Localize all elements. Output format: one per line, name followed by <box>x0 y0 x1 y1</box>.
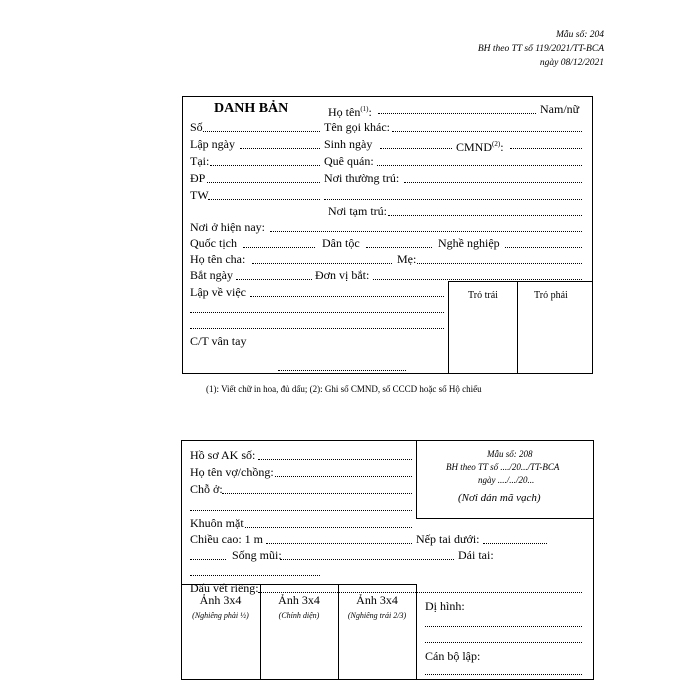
nationality-field[interactable] <box>243 247 315 248</box>
occupation-label: Nghề nghiệp <box>438 236 500 250</box>
nose-prefix-field[interactable] <box>190 559 226 560</box>
deformity-field-2[interactable] <box>425 642 582 643</box>
current-address-field[interactable] <box>270 231 582 232</box>
form-number: Mẫu số: 204 <box>555 30 604 40</box>
arrest-date-field[interactable] <box>236 279 312 280</box>
nose-bridge-label: Sống mũi: <box>232 548 282 562</box>
local-label: ĐP <box>190 171 206 185</box>
fingerprint-area-top <box>448 281 593 282</box>
photo-3-caption: (Nghiêng trái 2/3) <box>347 611 407 620</box>
barcode-placeholder: (Nơi dán mã vạch) <box>458 492 541 504</box>
features-field-pre[interactable] <box>190 575 320 576</box>
legal-reference: BH theo TT số 119/2021/TT-BCA <box>477 44 604 54</box>
place-label: Tại: <box>190 154 210 168</box>
barcode-box-left <box>416 440 417 518</box>
nose-bridge-field[interactable] <box>280 559 454 560</box>
temporary-address-field[interactable] <box>388 215 582 216</box>
ethnicity-label: Dân tộc <box>322 236 360 250</box>
face-label: Khuôn mặt <box>190 516 244 530</box>
ethnicity-field[interactable] <box>366 247 432 248</box>
officer-label: Cán bộ lập: <box>425 649 481 663</box>
arresting-unit-field[interactable] <box>373 279 582 280</box>
ak-file-label: Hồ sơ AK số: <box>190 448 256 462</box>
officer-field[interactable] <box>425 674 582 675</box>
residence-field[interactable] <box>222 493 412 494</box>
issue-date: ngày 08/12/2021 <box>539 58 604 68</box>
form-208-date: ngày ..../.../20... <box>478 475 535 485</box>
temporary-address-label: Nơi tạm trú: <box>328 204 388 218</box>
current-address-label: Nơi ở hiện nay: <box>190 220 266 234</box>
fingerprint-box-left <box>448 281 449 374</box>
father-name-field[interactable] <box>252 263 392 264</box>
id-label: CMND$^{(2)}$: <box>456 140 504 154</box>
central-label: TW <box>190 188 209 202</box>
arresting-unit-label: Đơn vị bắt: <box>315 268 370 282</box>
place-field[interactable] <box>210 165 320 166</box>
case-field-1[interactable] <box>250 296 444 297</box>
birth-date-field[interactable] <box>380 148 452 149</box>
spouse-name-label: Họ tên vợ/chồng: <box>190 465 274 479</box>
photo-area-right <box>416 584 417 680</box>
father-name-label: Họ tên cha: <box>190 252 246 266</box>
central-field[interactable] <box>208 199 320 200</box>
nationality-label: Quốc tịch <box>190 236 237 250</box>
height-label: Chiều cao: 1 m <box>190 532 263 546</box>
ak-file-field[interactable] <box>258 459 412 460</box>
residence-label: Chỗ ở: <box>190 482 223 496</box>
earlobe-fold-field[interactable] <box>483 543 547 544</box>
permanent-address-field-2[interactable] <box>324 199 582 200</box>
earlobe-fold-label: Nếp tai dưới: <box>416 532 480 546</box>
face-field[interactable] <box>245 527 412 528</box>
alias-field[interactable] <box>392 131 582 132</box>
number-label: Số <box>190 120 203 134</box>
occupation-field[interactable] <box>505 247 582 248</box>
photo-1-caption: (Nghiêng phải ½) <box>192 611 249 620</box>
name-label: Họ tên$^{(1)}$: <box>328 105 372 119</box>
permanent-address-field[interactable] <box>404 182 582 183</box>
fingerprint-box-divider <box>517 281 518 374</box>
right-index-label: Trỏ phải <box>534 290 568 301</box>
created-date-label: Lập ngày <box>190 137 235 151</box>
name-field[interactable] <box>378 113 536 114</box>
alias-label: Tên gọi khác: <box>324 120 390 134</box>
photo-1-label: Ảnh 3x4 <box>199 593 242 607</box>
id-field[interactable] <box>510 148 582 149</box>
birth-date-label: Sinh ngày <box>324 137 373 151</box>
mother-field[interactable] <box>417 263 582 264</box>
form-208-number: Mẫu số: 208 <box>487 449 533 459</box>
barcode-box-bottom <box>416 518 594 519</box>
mother-label: Mẹ: <box>397 252 417 266</box>
spouse-name-field[interactable] <box>275 476 412 477</box>
deformity-label: Dị hình: <box>425 599 465 613</box>
photo-2-caption: (Chính diện) <box>278 611 320 620</box>
distinguishing-marks-label: Dấu vết riêng: <box>190 581 259 595</box>
photo-3-label: Ảnh 3x4 <box>356 593 398 607</box>
photo-area-top <box>181 584 417 585</box>
height-field[interactable] <box>266 543 412 544</box>
card-title: DANH BẢN <box>214 101 289 116</box>
photo-2-label: Ảnh 3x4 <box>278 593 320 607</box>
fingerprint-formula-label: C/T vân tay <box>190 334 247 348</box>
case-field-3[interactable] <box>190 328 444 329</box>
earlobe-label: Dái tai: <box>458 548 494 562</box>
case-field-2[interactable] <box>190 312 444 313</box>
deformity-field[interactable] <box>425 626 582 627</box>
left-index-label: Trỏ trái <box>468 290 498 301</box>
number-field[interactable] <box>203 131 320 132</box>
hometown-label: Quê quán: <box>324 154 374 168</box>
footnote: (1): Viết chữ in hoa, đủ dấu; (2): Ghi số CMND, số CCCD hoặc số Hộ chiếu <box>206 384 482 394</box>
permanent-address-label: Nơi thường trú: <box>324 171 400 185</box>
arrest-date-label: Bắt ngày <box>190 268 233 282</box>
case-label: Lập về việc <box>190 285 246 299</box>
created-date-field[interactable] <box>240 148 320 149</box>
hometown-field[interactable] <box>377 165 582 166</box>
residence-field-2[interactable] <box>190 510 412 511</box>
local-field[interactable] <box>207 182 320 183</box>
fingerprint-formula-field[interactable] <box>278 370 406 371</box>
form-208-reference: BH theo TT số ..../20.../TT-BCA <box>446 462 560 472</box>
gender-label: Nam/nữ <box>540 102 580 116</box>
